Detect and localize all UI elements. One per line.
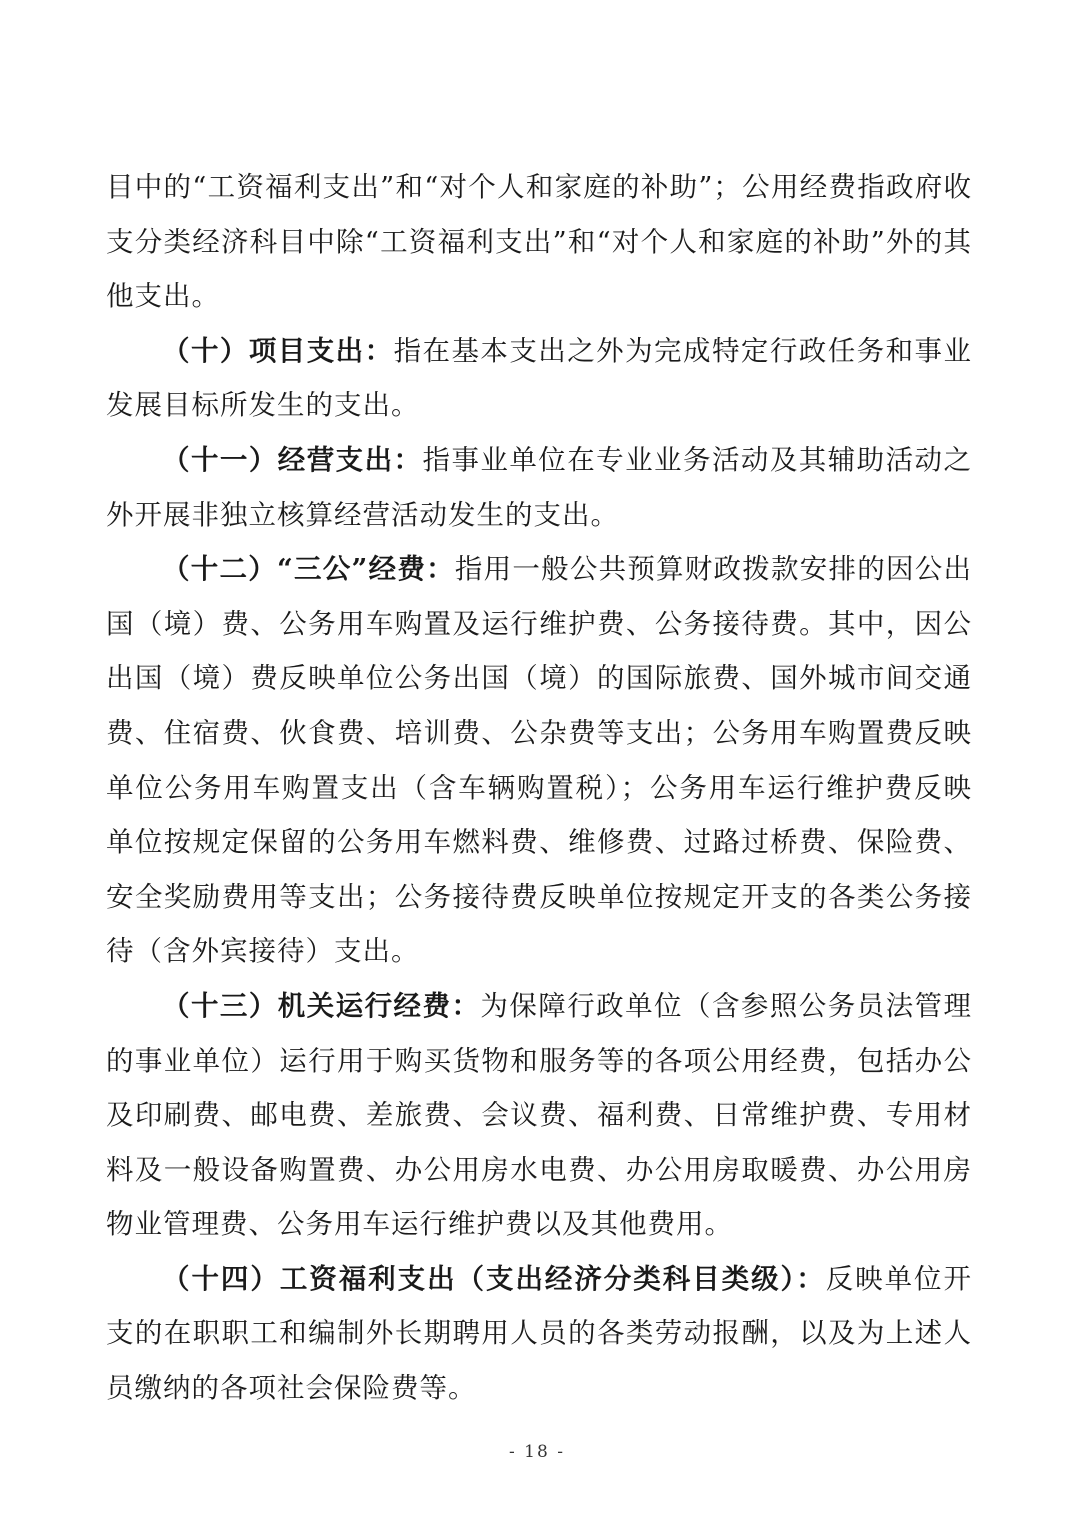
page-number: - 18 -: [509, 1442, 565, 1462]
paragraph-text: 指在基本支出之外为完成特定行政任务和事业发展目标所发生的支出。: [106, 334, 973, 422]
paragraph-project-expenditure: [106, 324, 972, 433]
term-heading: （十三）机关运行经费：: [162, 989, 481, 1022]
paragraph-text: 目中的“工资福利支出”和“对个人和家庭的补助”；公用经费指政府收支分类经济科目中除“工资福利支出”和“对个人和家庭的补助”外的其他支出。: [106, 171, 972, 313]
paragraph-text: 指用一般公共预算财政拨款安排的因公出国（境）费、公务用车购置及运行维护费、公务接待费。其中，因公出国（境）费反映单位公务出国（境）的国际旅费、国外城市间交通费、住宿费、伙食费、培训费、公杂费等支出；公务用车购置费反映单位公务用车购置支出（含车辆购置税）；公务用车运行维护费反映单位按规定保留的公务用车燃料费、维修费、过路过桥费、保险费、安全奖励费用等支出；公务接待费反映单位按规定开支的各类公务接待（含外宾接待）支出。: [106, 553, 973, 968]
term-heading: （十二）“三公”经费：: [162, 553, 455, 586]
paragraph-text: 反映单位开支的在职职工和编制外长期聘用人员的各类劳动报酬，以及为上述人员缴纳的各项社会保险费等。: [106, 1262, 973, 1405]
paragraph-agency-operating-funds: [106, 979, 972, 1252]
document-body: [106, 160, 972, 1416]
term-heading: （十）项目支出：: [162, 334, 394, 367]
paragraph-text: 指事业单位在专业业务活动及其辅助活动之外开展非独立核算经营活动发生的支出。: [106, 443, 972, 531]
paragraph-continuation: [106, 160, 972, 324]
paragraph-three-public-funds: [106, 542, 972, 979]
term-heading: （十一）经营支出：: [162, 443, 423, 476]
paragraph-text: 为保障行政单位（含参照公务员法管理的事业单位）运行用于购买货物和服务等的各项公用经费，包括办公及印刷费、邮电费、差旅费、会议费、福利费、日常维护费、专用材料及一般设备购置费、办公用房水电费、办公用房取暖费、办公用房物业管理费、公务用车运行维护费以及其他费用。: [106, 989, 973, 1241]
term-heading: （十四）工资福利支出（支出经济分类科目类级）：: [162, 1262, 826, 1295]
paragraph-operating-expenditure: [106, 433, 972, 542]
paragraph-wage-welfare-expenditure: [106, 1252, 972, 1416]
